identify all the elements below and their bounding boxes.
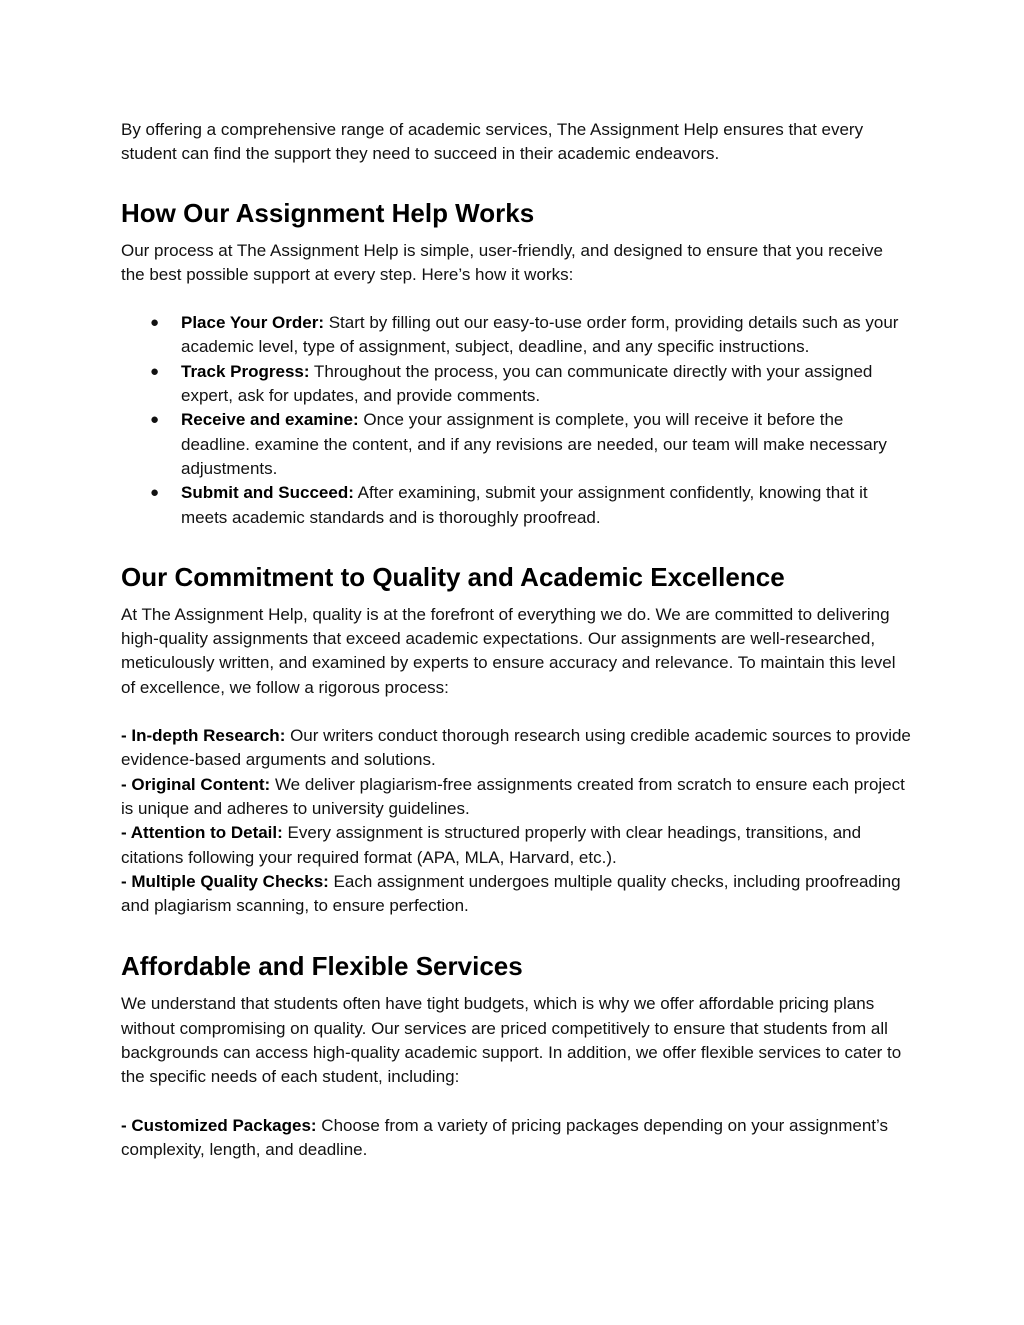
list-item-text: We deliver plagiarism-free assignments created from scratch to ensure each project is unique and adheres to university guidelines. — [121, 774, 905, 818]
list-item-label: Track Progress: — [181, 361, 310, 381]
process-steps-list — [121, 311, 911, 530]
list-item-text: Choose from a variety of pricing packages depending on your assignment’s complexity, length, and deadline. — [121, 1115, 888, 1159]
list-item-text: Each assignment undergoes multiple quality checks, including proofreading and plagiarism scanning, to ensure perfection. — [121, 871, 901, 916]
section-heading-affordable: Affordable and Flexible Services — [121, 951, 523, 982]
bullet-icon: ● — [150, 411, 160, 429]
list-item — [121, 481, 911, 530]
section-heading-how-it-works: How Our Assignment Help Works — [121, 197, 535, 228]
list-item-text: Start by filling out our easy-to-use order form, providing details such as your academic level, type of assignment, subject, deadline, and any specific instructions. — [181, 313, 899, 357]
list-item — [121, 821, 911, 870]
list-item-label: - Attention to Detail: — [121, 823, 283, 843]
list-item-label: - Customized Packages: — [121, 1115, 317, 1135]
document-page — [121, 118, 911, 1162]
section-heading-quality: Our Commitment to Quality and Academic Excellence — [121, 561, 785, 592]
list-item-text: Throughout the process, you can communicate directly with your assigned expert, ask for updates, and provide comments. — [181, 361, 873, 406]
list-item-label: - Original Content: — [121, 774, 271, 794]
quality-process-list — [121, 724, 911, 918]
list-item — [121, 870, 911, 919]
list-item — [121, 311, 911, 360]
list-item-label: Submit and Succeed: — [181, 483, 354, 503]
list-item-label: Receive and examine: — [181, 410, 359, 430]
intro-paragraph: By offering a comprehensive range of academic services, The Assignment Help ensures that every student can find the support they need to succeed in their academic endeavors. — [121, 120, 864, 164]
list-item-text: Once your assignment is complete, you will receive it before the deadline. examine the content, and if any revisions are needed, our team will make necessary adjustments. — [181, 410, 887, 478]
bullet-icon: ● — [150, 314, 160, 332]
bullet-icon: ● — [150, 362, 160, 380]
list-item — [121, 724, 911, 773]
list-item-label: Place Your Order: — [181, 313, 324, 333]
list-item — [121, 773, 911, 822]
list-item — [121, 408, 911, 481]
section-paragraph-affordable: We understand that students often have tight budgets, which is why we offer affordable pricing plans without compromising on quality. Our services are priced competitively to ensure that students from all backgrounds can access high-quality academic support. In addition, we offer flexible services to cater to the specific needs of each student, including: — [121, 994, 902, 1087]
list-item — [121, 360, 911, 409]
section-paragraph-quality: At The Assignment Help, quality is at the forefront of everything we do. We are committed to delivering high-quality assignments that exceed academic expectations. Our assignments are well-researched, meticulously written, and examined by experts to ensure accuracy and relevance. To maintain this level of excellence, we follow a rigorous process: — [121, 604, 896, 697]
flexible-services-list — [121, 1114, 911, 1163]
list-item-text: Our writers conduct thorough research using credible academic sources to provide evidence-based arguments and solutions. — [121, 726, 911, 770]
list-item-text: Every assignment is structured properly with clear headings, transitions, and citations following your required format (APA, MLA, Harvard, etc.). — [121, 823, 862, 867]
section-paragraph-how-it-works: Our process at The Assignment Help is simple, user-friendly, and designed to ensure that you receive the best possible support at every step. Here’s how it works: — [121, 240, 883, 284]
list-item-text: After examining, submit your assignment confidently, knowing that it meets academic standards and is thoroughly proofread. — [181, 483, 868, 527]
bullet-icon: ● — [150, 484, 160, 502]
list-item-label: - In-depth Research: — [121, 726, 286, 746]
list-item — [121, 1114, 911, 1163]
list-item-label: - Multiple Quality Checks: — [121, 871, 329, 891]
